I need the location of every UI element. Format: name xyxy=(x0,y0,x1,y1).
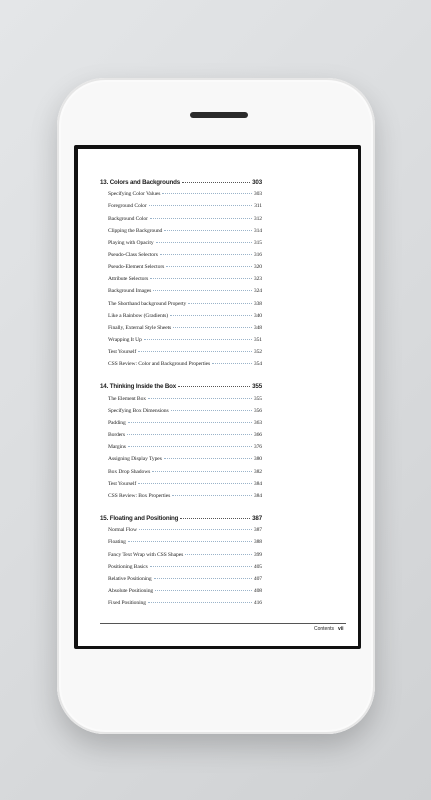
dot-leader xyxy=(173,327,252,328)
toc-entry[interactable] xyxy=(108,349,262,361)
toc-entry[interactable] xyxy=(108,432,262,444)
toc-entry-title: Relative Positioning xyxy=(108,575,152,582)
toc-entry-page-number: 312 xyxy=(253,215,262,222)
toc-entry-title: CSS Review: Color and Background Properties xyxy=(108,361,211,368)
toc-entry[interactable] xyxy=(108,469,262,481)
toc-entry[interactable] xyxy=(108,396,262,408)
dot-leader xyxy=(139,529,252,530)
toc-entry-title: Attribute Selectors xyxy=(108,276,149,283)
toc-entry-page-number: 340 xyxy=(253,312,262,319)
footer-page-number: vii xyxy=(338,626,344,632)
toc-entry-page-number: 320 xyxy=(253,264,262,271)
dot-leader xyxy=(164,230,252,231)
dot-leader xyxy=(170,315,252,316)
toc-entry[interactable] xyxy=(108,600,262,612)
chapter-entries xyxy=(108,396,262,505)
toc-entry-page-number: 324 xyxy=(253,288,262,295)
dot-leader xyxy=(171,410,252,411)
dot-leader xyxy=(148,602,252,603)
dot-leader xyxy=(164,458,252,459)
dot-leader xyxy=(144,339,252,340)
toc-entry-title: Box Drop Shadows xyxy=(108,468,151,475)
toc-entry-page-number: 303 xyxy=(253,191,262,198)
toc-entry[interactable] xyxy=(108,252,262,264)
toc-entry-title: Margins xyxy=(108,444,126,451)
dot-leader xyxy=(148,398,252,399)
toc-entry-page-number: 388 xyxy=(253,539,262,546)
chapter-page-number: 303 xyxy=(252,179,262,186)
toc-entry-title: Playing with Opacity xyxy=(108,239,154,246)
toc-entry-page-number: 416 xyxy=(253,600,262,607)
toc-entry-page-number: 315 xyxy=(253,239,262,246)
toc-entry-title: Test Yourself xyxy=(108,349,137,356)
chapter-title: 13. Colors and Backgrounds xyxy=(100,179,180,186)
toc-entry[interactable] xyxy=(108,203,262,215)
chapter-page-number: 355 xyxy=(252,383,262,391)
toc-entry-title: CSS Review: Box Properties xyxy=(108,492,171,499)
dot-leader xyxy=(160,254,252,255)
toc-entry-page-number: 338 xyxy=(253,300,262,307)
toc-entry[interactable] xyxy=(108,191,262,203)
chapter-heading[interactable] xyxy=(100,179,262,191)
book-page xyxy=(78,149,358,646)
toc-entry-page-number: 399 xyxy=(253,551,262,558)
toc-entry-title: Background Images xyxy=(108,288,152,295)
toc-entry-title: Wrapping It Up xyxy=(108,336,142,343)
toc-entry-title: Positioning Basics xyxy=(108,563,148,570)
dot-leader xyxy=(180,518,250,519)
toc-entry[interactable] xyxy=(108,527,262,539)
toc-entry-title: Background Color xyxy=(108,215,148,222)
dot-leader xyxy=(185,554,252,555)
toc-entry-title: Floating xyxy=(108,539,126,546)
dot-leader xyxy=(155,590,252,591)
dot-leader xyxy=(138,351,252,352)
toc-entry-page-number: 408 xyxy=(253,587,262,594)
toc-entry-page-number: 316 xyxy=(253,252,262,258)
phone-speaker xyxy=(190,112,248,118)
toc-entry-page-number: 407 xyxy=(253,575,262,582)
toc-entry[interactable] xyxy=(108,539,262,551)
dot-leader xyxy=(182,182,250,183)
toc-entry-title: Absolute Positioning xyxy=(108,587,154,594)
toc-entry-title: Padding xyxy=(108,419,126,426)
toc-entry-title: Fancy Text Wrap with CSS Shapes xyxy=(108,551,184,558)
toc-entry-page-number: 314 xyxy=(253,227,262,234)
dot-leader xyxy=(152,471,252,472)
chapter-entries xyxy=(108,527,262,612)
chapter-heading[interactable] xyxy=(100,383,262,395)
dot-leader xyxy=(150,278,252,279)
dot-leader xyxy=(149,205,252,206)
toc-entry-title: The Element Box xyxy=(108,395,146,402)
toc-entry-page-number: 363 xyxy=(253,419,262,426)
toc-entry[interactable] xyxy=(108,216,262,228)
toc-entry[interactable] xyxy=(108,588,262,600)
toc-entry-title: Clipping the Background xyxy=(108,227,163,234)
toc-entry-page-number: 376 xyxy=(253,444,262,451)
dot-leader xyxy=(128,446,252,447)
toc-entry-title: Normal Flow xyxy=(108,527,137,534)
toc-entry-title: The Shorthand background Property xyxy=(108,300,187,307)
chapter-heading[interactable] xyxy=(100,515,262,527)
toc-entry-page-number: 384 xyxy=(253,492,262,499)
toc-entry[interactable] xyxy=(108,325,262,337)
toc-entry[interactable] xyxy=(108,576,262,588)
toc-entry-page-number: 351 xyxy=(253,336,262,343)
dot-leader xyxy=(212,363,252,364)
chapter-title: 15. Floating and Positioning xyxy=(100,514,179,522)
footer-rule xyxy=(100,623,346,624)
toc-entry[interactable] xyxy=(108,564,262,576)
toc-entry-page-number: 355 xyxy=(253,395,262,402)
toc-entry-page-number: 366 xyxy=(253,432,262,439)
dot-leader xyxy=(150,566,252,567)
dot-leader xyxy=(178,386,250,387)
dot-leader xyxy=(153,290,252,291)
toc-entry[interactable] xyxy=(108,420,262,432)
toc-entry-page-number: 382 xyxy=(253,468,262,475)
toc-entry-page-number: 387 xyxy=(253,527,262,534)
toc-entry[interactable] xyxy=(108,301,262,313)
toc-entry-page-number: 348 xyxy=(253,324,262,331)
toc-entry-page-number: 356 xyxy=(253,407,262,414)
toc-entry-title: Assigning Display Types xyxy=(108,456,162,463)
toc-entry[interactable] xyxy=(108,408,262,420)
footer-label: Contents xyxy=(314,626,335,632)
toc-entry[interactable] xyxy=(108,240,262,252)
table-of-contents xyxy=(100,179,262,612)
toc-entry-page-number: 384 xyxy=(253,480,262,487)
chapter-page-number: 387 xyxy=(252,514,262,522)
toc-entry[interactable] xyxy=(108,337,262,349)
toc-entry[interactable] xyxy=(108,228,262,240)
toc-entry[interactable] xyxy=(108,276,262,288)
toc-entry-title: Borders xyxy=(108,432,126,439)
dot-leader xyxy=(188,303,252,304)
toc-entry-title: Test Yourself xyxy=(108,480,137,487)
section-gap xyxy=(100,373,262,383)
toc-entry[interactable] xyxy=(108,552,262,564)
toc-entry-title: Foreground Color xyxy=(108,203,147,210)
toc-entry-page-number: 380 xyxy=(253,456,262,463)
toc-entry[interactable] xyxy=(108,361,262,373)
toc-entry[interactable] xyxy=(108,288,262,300)
dot-leader xyxy=(166,266,252,267)
toc-entry-page-number: 323 xyxy=(253,276,262,283)
dot-leader xyxy=(150,218,252,219)
toc-entry-page-number: 352 xyxy=(253,349,262,356)
section-gap xyxy=(100,505,262,515)
toc-entry-page-number: 354 xyxy=(253,361,262,368)
dot-leader xyxy=(154,578,252,579)
dot-leader xyxy=(156,242,252,243)
toc-entry-title: Finally, External Style Sheets xyxy=(108,324,172,331)
toc-entry-title: Pseudo-Class Selectors xyxy=(108,252,158,258)
toc-entry[interactable] xyxy=(108,444,262,456)
toc-entry-title: Specifying Color Values xyxy=(108,191,161,198)
toc-entry[interactable] xyxy=(108,481,262,493)
chapter-entries xyxy=(108,191,262,373)
toc-entry-title: Fixed Positioning xyxy=(108,600,146,607)
toc-entry[interactable] xyxy=(108,313,262,325)
dot-leader xyxy=(138,483,252,484)
toc-entry[interactable] xyxy=(108,456,262,468)
dot-leader xyxy=(172,495,252,496)
toc-entry-page-number: 311 xyxy=(254,203,262,210)
dot-leader xyxy=(162,193,252,194)
dot-leader xyxy=(128,422,252,423)
toc-entry-page-number: 405 xyxy=(253,563,262,570)
chapter-title: 14. Thinking Inside the Box xyxy=(100,383,177,391)
toc-entry[interactable] xyxy=(108,493,262,505)
toc-entry[interactable] xyxy=(108,264,262,276)
dot-leader xyxy=(128,541,252,542)
toc-entry-title: Specifying Box Dimensions xyxy=(108,407,169,414)
toc-entry-title: Like a Rainbow (Gradients) xyxy=(108,312,168,319)
toc-entry-title: Pseudo-Element Selectors xyxy=(108,264,165,271)
dot-leader xyxy=(127,434,252,435)
